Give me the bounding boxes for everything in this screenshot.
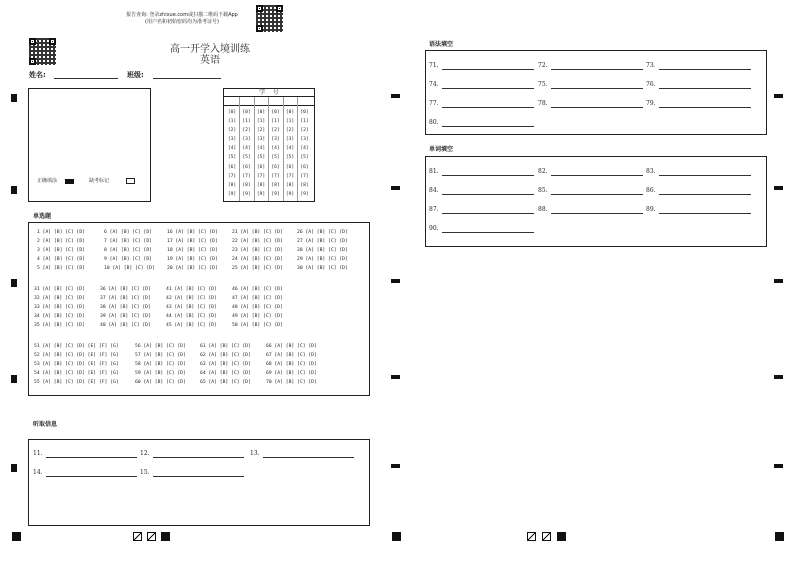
timing-mark <box>774 375 783 379</box>
answer-line[interactable] <box>153 457 244 458</box>
answer-line[interactable] <box>263 457 354 458</box>
answer-line[interactable] <box>551 69 643 70</box>
question-number: 80. <box>429 119 439 126</box>
question-number: 78. <box>538 100 548 107</box>
answer-line[interactable] <box>442 213 534 214</box>
option-column[interactable]: 21 [A] [B] [C] [D] 22 [A] [B] [C] [D] 23 [A] [B] [C] [D] 24 [A] [B] [C] [D] 25 [A] [B] [C] [D] <box>232 230 283 271</box>
question-number: 83. <box>646 168 656 175</box>
option-column[interactable]: 41 [A] [B] [C] [D] 42 [A] [B] [C] [D] 43 [A] [B] [C] [D] 44 [A] [B] [C] [D] 45 [A] [B] [C] [D] <box>166 287 217 328</box>
option-column[interactable]: 16 [A] [B] [C] [D] 17 [A] [B] [C] [D] 18 [A] [B] [C] [D] 19 [A] [B] [C] [D] 20 [A] [B] [C] [D] <box>167 230 218 271</box>
slash-mark <box>527 532 536 541</box>
slash-mark <box>133 532 142 541</box>
answer-line[interactable] <box>659 213 751 214</box>
question-number: 88. <box>538 206 548 213</box>
student-number-column[interactable]: [0] [1] [2] [3] [4] [5] [6] [7] [8] [9] <box>285 110 295 197</box>
question-number: 79. <box>646 100 656 107</box>
question-number: 76. <box>646 81 656 88</box>
listening-box <box>28 439 370 526</box>
grammar-box <box>425 50 767 135</box>
report-notice-line1: 报告查询: 登录zhixue.com或扫描二维码下载App <box>126 12 238 18</box>
question-number: 72. <box>538 62 548 69</box>
qr-code <box>256 5 283 32</box>
question-number: 13. <box>250 450 260 457</box>
report-notice-line2: (用户名和初始密码均为准考证号) <box>145 19 219 25</box>
question-number: 74. <box>429 81 439 88</box>
option-column[interactable]: 61 [A] [B] [C] [D] 62 [A] [B] [C] [D] 63 [A] [B] [C] [D] 64 [A] [B] [C] [D] 65 [A] [B] [C] [D] <box>200 344 251 385</box>
answer-line[interactable] <box>46 476 137 477</box>
question-number: 11. <box>33 450 43 457</box>
answer-line[interactable] <box>551 175 643 176</box>
section-word: 单词填空 <box>429 146 454 153</box>
question-number: 75. <box>538 81 548 88</box>
question-number: 77. <box>429 100 439 107</box>
answer-line[interactable] <box>659 194 751 195</box>
corner-mark <box>557 532 566 541</box>
answer-line[interactable] <box>659 88 751 89</box>
corner-mark <box>12 532 21 541</box>
timing-mark <box>11 186 17 194</box>
timing-mark <box>774 94 783 98</box>
timing-mark <box>391 94 400 98</box>
answer-line[interactable] <box>442 88 534 89</box>
timing-mark <box>11 464 17 472</box>
timing-mark <box>11 375 17 383</box>
timing-mark <box>391 375 400 379</box>
timing-mark <box>391 279 400 283</box>
question-number: 12. <box>140 450 150 457</box>
student-number-column[interactable]: [0] [1] [2] [3] [4] [5] [6] [7] [8] [9] <box>227 110 237 197</box>
correct-fill-label: 正确填涂 <box>37 178 58 184</box>
student-number-column[interactable]: [0] [1] [2] [3] [4] [5] [6] [7] [8] [9] <box>256 110 266 197</box>
name-field[interactable] <box>54 78 118 79</box>
question-number: 14. <box>33 469 43 476</box>
question-number: 84. <box>429 187 439 194</box>
name-label: 姓名: <box>29 71 46 79</box>
timing-mark <box>11 279 17 287</box>
option-column[interactable]: 31 [A] [B] [C] [D] 32 [A] [B] [C] [D] 33 [A] [B] [C] [D] 34 [A] [B] [C] [D] 35 [A] [B] [C] [D] <box>34 287 85 328</box>
question-number: 15. <box>140 469 150 476</box>
subject-title: 英语 <box>200 55 220 66</box>
timing-mark <box>11 94 17 102</box>
grid-divider <box>297 97 298 201</box>
absent-label: 缺考标记 <box>89 178 110 184</box>
student-number-entry-row <box>223 97 315 106</box>
question-number: 82. <box>538 168 548 175</box>
question-number: 86. <box>646 187 656 194</box>
timing-mark <box>391 464 400 468</box>
option-column[interactable]: 1 [A] [B] [C] [D] 2 [A] [B] [C] [D] 3 [A] [B] [C] [D] 4 [A] [B] [C] [D] 5 [A] [B] [C] [D] <box>37 230 85 271</box>
class-field[interactable] <box>153 78 221 79</box>
timing-mark <box>774 279 783 283</box>
question-number: 90. <box>429 225 439 232</box>
option-column[interactable]: 66 [A] [B] [C] [D] 67 [A] [B] [C] [D] 68 [A] [B] [C] [D] 69 [A] [B] [C] [D] 70 [A] [B] [C] [D] <box>266 344 317 385</box>
corner-mark <box>161 532 170 541</box>
grid-divider <box>268 97 269 201</box>
student-number-column[interactable]: [0] [1] [2] [3] [4] [5] [6] [7] [8] [9] <box>242 110 251 197</box>
filled-mark-example <box>65 179 74 184</box>
slash-mark <box>542 532 551 541</box>
student-number-column[interactable]: [0] [1] [2] [3] [4] [5] [6] [7] [8] [9] <box>300 110 309 197</box>
answer-line[interactable] <box>442 194 534 195</box>
page-title: 高一开学入境训练 <box>170 44 250 55</box>
answer-line[interactable] <box>442 69 534 70</box>
option-column[interactable]: 26 [A] [B] [C] [D] 27 [A] [B] [C] [D] 28 [A] [B] [C] [D] 29 [A] [B] [C] [D] 30 [A] [B] [C] [D] <box>297 230 348 271</box>
grid-divider <box>239 97 240 201</box>
option-column[interactable]: 36 [A] [B] [C] [D] 37 [A] [B] [C] [D] 38 [A] [B] [C] [D] 39 [A] [B] [C] [D] 40 [A] [B] [C] [D] <box>100 287 151 328</box>
corner-mark <box>392 532 401 541</box>
question-number: 85. <box>538 187 548 194</box>
word-box <box>425 156 767 247</box>
section-grammar: 语法填空 <box>429 41 454 48</box>
qr-code <box>29 38 56 65</box>
answer-line[interactable] <box>442 126 534 127</box>
student-number-title: 学 号 <box>223 88 315 97</box>
question-number: 71. <box>429 62 439 69</box>
option-column[interactable]: 56 [A] [B] [C] [D] 57 [A] [B] [C] [D] 58 [A] [B] [C] [D] 59 [A] [B] [C] [D] 60 [A] [B] [C] [D] <box>135 344 186 385</box>
timing-mark <box>774 186 783 190</box>
answer-line[interactable] <box>153 476 244 477</box>
answer-line[interactable] <box>551 107 643 108</box>
answer-line[interactable] <box>46 457 137 458</box>
question-number: 73. <box>646 62 656 69</box>
absent-checkbox[interactable] <box>126 178 135 184</box>
corner-mark <box>775 532 784 541</box>
option-column[interactable]: 51 [A] [B] [C] [D] [E] [F] [G] 52 [A] [B] [C] [D] [E] [F] [G] 53 [A] [B] [C] [D] [E] [F] [G] 54 [A] [B] [C] [D] [E] [F] [G] 55 [A] [B] [C] [D] [E] [F] [G] <box>34 344 119 385</box>
option-column[interactable]: 46 [A] [B] [C] [D] 47 [A] [B] [C] [D] 48 [A] [B] [C] [D] 49 [A] [B] [C] [D] 50 [A] [B] [C] [D] <box>232 287 283 328</box>
answer-line[interactable] <box>442 175 534 176</box>
answer-line[interactable] <box>659 69 751 70</box>
grid-divider <box>254 97 255 201</box>
answer-line[interactable] <box>659 107 751 108</box>
section-single-choice: 单选题 <box>33 213 52 220</box>
timing-mark <box>391 186 400 190</box>
answer-line[interactable] <box>442 232 534 233</box>
question-number: 89. <box>646 206 656 213</box>
section-listening: 听取信息 <box>33 421 58 428</box>
option-column[interactable]: 6 [A] [B] [C] [D] 7 [A] [B] [C] [D] 8 [A] [B] [C] [D] 9 [A] [B] [C] [D] 10 [A] [B] [C] [D] <box>104 230 155 271</box>
grid-divider <box>283 97 284 201</box>
question-number: 87. <box>429 206 439 213</box>
slash-mark <box>147 532 156 541</box>
answer-line[interactable] <box>551 194 643 195</box>
question-number: 81. <box>429 168 439 175</box>
answer-line[interactable] <box>442 107 534 108</box>
report-notice <box>112 12 252 26</box>
answer-line[interactable] <box>551 213 643 214</box>
timing-mark <box>774 464 783 468</box>
student-number-column[interactable]: [0] [1] [2] [3] [4] [5] [6] [7] [8] [9] <box>271 110 280 197</box>
answer-line[interactable] <box>551 88 643 89</box>
class-label: 班级: <box>127 71 144 79</box>
answer-line[interactable] <box>659 175 751 176</box>
